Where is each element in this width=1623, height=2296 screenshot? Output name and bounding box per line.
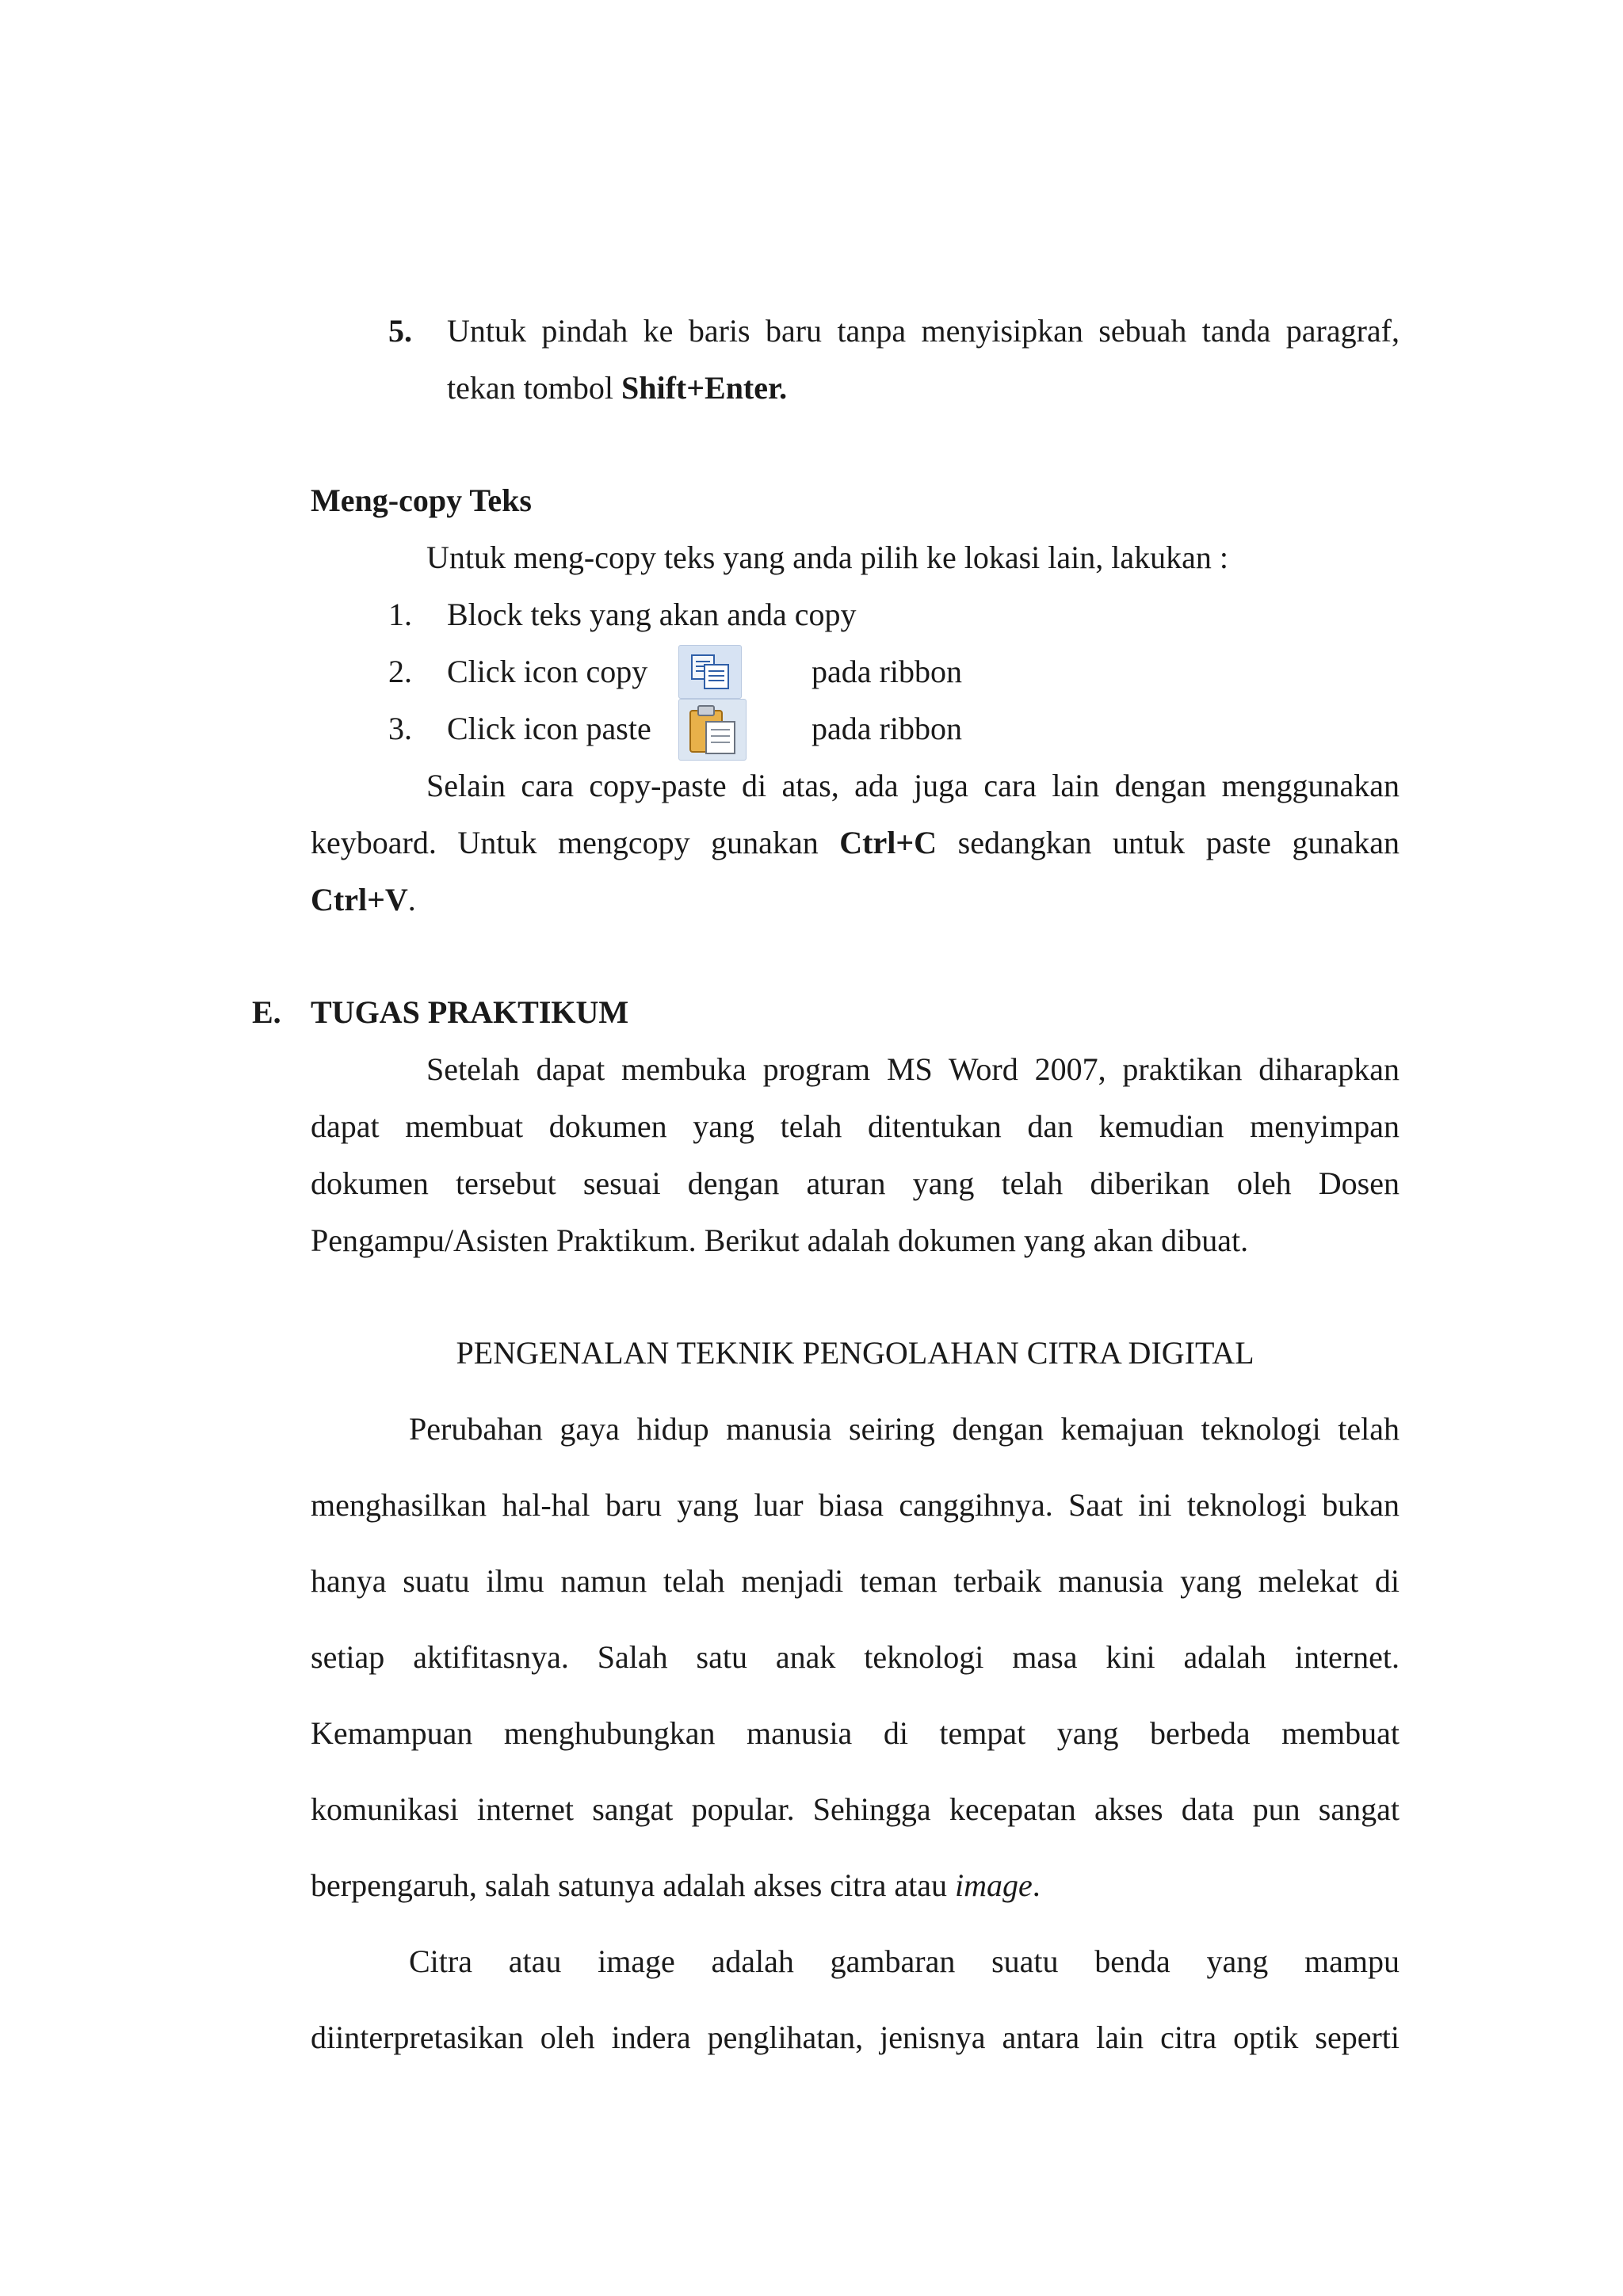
copy-para-line3: Ctrl+V. — [311, 882, 416, 917]
step-number: 2. — [388, 654, 412, 689]
section-heading: TUGAS PRAKTIKUM — [311, 994, 629, 1030]
step-number: 3. — [388, 711, 412, 746]
doc-para2-line: Citra atau image adalah gambaran suatu benda yang mampu — [409, 1943, 1400, 1979]
doc-para1-last-line: berpengaruh, salah satunya adalah akses citra atau image. — [311, 1867, 1041, 1903]
copy-heading: Meng-copy Teks — [311, 482, 532, 518]
paste-icon — [678, 699, 747, 761]
section-e-line: dapat membuat dokumen yang telah ditentukan dan kemudian menyimpan — [311, 1108, 1400, 1144]
step-text: Block teks yang akan anda copy — [447, 597, 857, 632]
section-e-line: Setelah dapat membuka program MS Word 2007, praktikan diharapkan — [426, 1051, 1400, 1087]
copy-intro: Untuk meng-copy teks yang anda pilih ke lokasi lain, lakukan : — [426, 540, 1228, 575]
step-text: Click icon copy — [447, 654, 648, 689]
copy-para-line1: Selain cara copy-paste di atas, ada juga cara lain dengan menggunakan — [426, 768, 1400, 803]
list-number: 5. — [388, 313, 412, 349]
doc-para1-line: hanya suatu ilmu namun telah menjadi teman terbaik manusia yang melekat di — [311, 1563, 1400, 1599]
step-suffix: pada ribbon — [812, 654, 962, 689]
step-suffix: pada ribbon — [812, 711, 962, 746]
doc-para1-line: Kemampuan menghubungkan manusia di tempat yang berbeda membuat — [311, 1715, 1400, 1751]
section-e-line: Pengampu/Asisten Praktikum. Berikut adalah dokumen yang akan dibuat. — [311, 1222, 1249, 1258]
section-e-line: dokumen tersebut sesuai dengan aturan yang telah diberikan oleh Dosen — [311, 1165, 1400, 1201]
document-title: PENGENALAN TEKNIK PENGOLAHAN CITRA DIGITAL — [456, 1335, 1254, 1371]
item5-line1: Untuk pindah ke baris baru tanpa menyisipkan sebuah tanda paragraf, — [447, 313, 1400, 349]
doc-para1-line: komunikasi internet sangat popular. Sehingga kecepatan akses data pun sangat — [311, 1791, 1400, 1827]
doc-para1-line: Perubahan gaya hidup manusia seiring dengan kemajuan teknologi telah — [409, 1411, 1400, 1447]
step-number: 1. — [388, 597, 412, 632]
copy-para-line2: keyboard. Untuk mengcopy gunakan Ctrl+C sedangkan untuk paste gunakan — [311, 825, 1400, 860]
doc-para2-line: diinterpretasikan oleh indera penglihatan, jenisnya antara lain citra optik seperti — [311, 2019, 1400, 2055]
copy-icon — [678, 645, 742, 699]
doc-para1-line: menghasilkan hal-hal baru yang luar biasa canggihnya. Saat ini teknologi bukan — [311, 1487, 1400, 1523]
section-letter: E. — [252, 994, 281, 1030]
step-text: Click icon paste — [447, 711, 651, 746]
item5-line2: tekan tombol Shift+Enter. — [447, 370, 788, 406]
doc-para1-line: setiap aktifitasnya. Salah satu anak teknologi masa kini adalah internet. — [311, 1639, 1400, 1675]
